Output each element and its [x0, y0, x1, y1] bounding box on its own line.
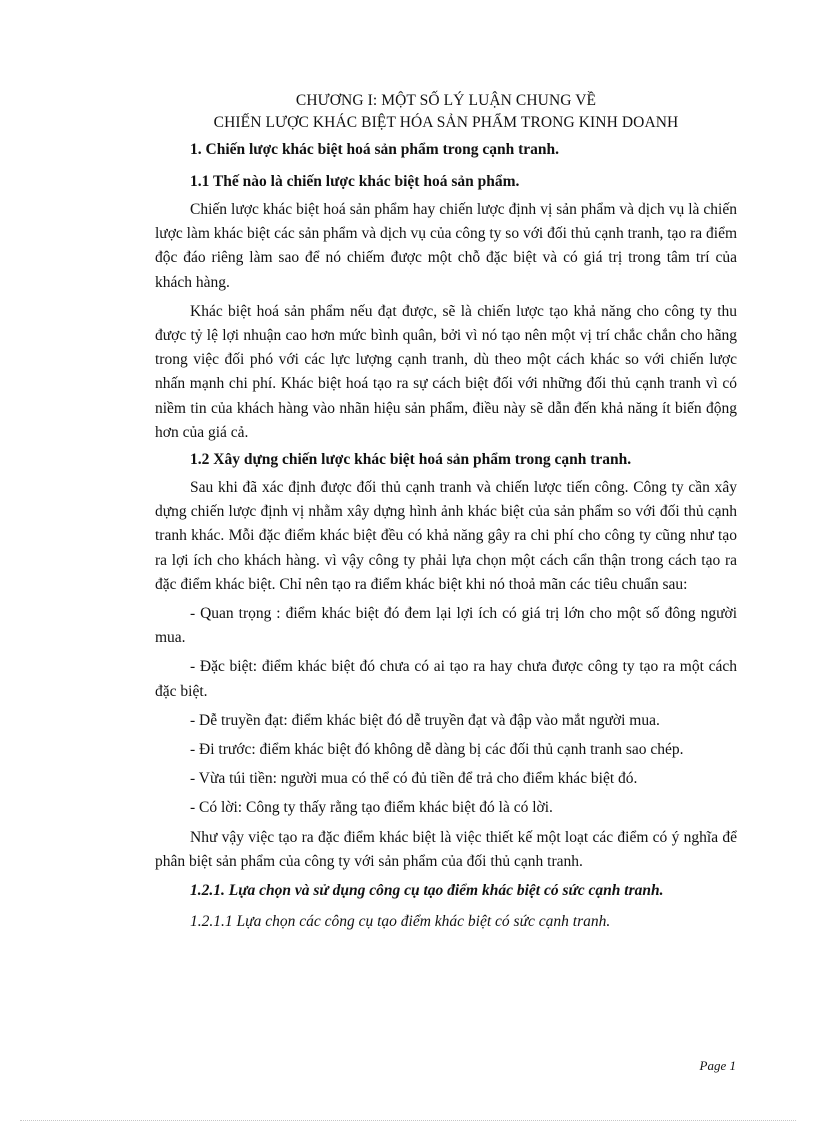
- bullet-item: - Quan trọng : điểm khác biệt đó đem lại lợi ích có giá trị lớn cho một số đông người mua.: [155, 605, 737, 647]
- bullet-item: - Đặc biệt: điểm khác biệt đó chưa có ai tạo ra hay chưa được công ty tạo ra một cách đặc biệt.: [155, 658, 737, 700]
- section-heading-1-1: 1.1 Thế nào là chiến lược khác biệt hoá sản phẩm.: [190, 173, 520, 190]
- bullet-item: - Đi trước: điểm khác biệt đó không dễ dàng bị các đối thủ cạnh tranh sao chép.: [190, 741, 684, 759]
- section-heading-1-2-1: 1.2.1. Lựa chọn và sử dụng công cụ tạo điểm khác biệt có sức cạnh tranh.: [190, 882, 664, 900]
- paragraph-2: Khác biệt hoá sản phẩm nếu đạt được, sẽ là chiến lược tạo khả năng cho công ty thu được tỷ lệ lợi nhuận cao hơn mức bình quân, bởi vì nó tạo nên một vị trí chắc chắn cho hãng trong việc đối phó với các lực lượng cạnh tranh, dù theo một cách khác so với chiến lược nhấn mạnh chi phí. Khác biệt hoá tạo ra sự cách biệt đối với những đối thủ cạnh tranh vì có niềm tin của khách hàng vào nhãn hiệu sản phẩm, điều này sẽ dẫn đến khả năng ít biến động hơn của giá cả.: [155, 302, 737, 441]
- chapter-title-line-1: CHƯƠNG I: MỘT SỐ LÝ LUẬN CHUNG VỀ: [295, 92, 597, 109]
- page-content: [155, 90, 737, 933]
- chapter-title-line-2: CHIẾN LƯỢC KHÁC BIỆT HÓA SẢN PHẨM TRONG KINH DOANH: [213, 114, 679, 131]
- paragraph-3: Sau khi đã xác định được đối thủ cạnh tranh và chiến lược tiến công. Công ty cần xây dựng chiến lược định vị nhằm xây dựng hình ảnh khác biệt của sản phẩm so với đối thủ cạnh tranh khác. Mỗi đặc điểm khác biệt đều có khả năng gây ra chi phí cho công ty cũng như tạo ra lợi ích cho khách hàng. vì vậy công ty phải lựa chọn một cách cẩn thận trong cách tạo ra đặc điểm khác biệt. Chỉ nên tạo ra điểm khác biệt khi nó thoả mãn các tiêu chuẩn sau:: [155, 479, 737, 593]
- bullet-item: - Vừa túi tiền: người mua có thể có đủ tiền để trả cho điểm khác biệt đó.: [190, 770, 638, 788]
- section-heading-1-2-1-1: 1.2.1.1 Lựa chọn các công cụ tạo điểm khác biệt có sức cạnh tranh.: [190, 913, 611, 931]
- paragraph-1: Chiến lược khác biệt hoá sản phẩm hay chiến lược định vị sản phẩm và dịch vụ là chiến lược làm khác biệt các sản phẩm và dịch vụ của công ty so với đối thủ cạnh tranh, tạo ra điểm độc đáo riêng làm sao để nó chiếm được một chỗ đặc biệt và có giá trị trong tâm trí của khách hàng.: [155, 201, 737, 291]
- page-bottom-divider: [20, 1120, 796, 1121]
- section-heading-1-2: 1.2 Xây dựng chiến lược khác biệt hoá sản phẩm trong cạnh tranh.: [190, 451, 632, 469]
- paragraph-4: Như vậy việc tạo ra đặc điểm khác biệt là việc thiết kế một loạt các điểm có ý nghĩa để phân biệt sản phẩm của công ty với sản phẩm của đối thủ cạnh tranh.: [155, 828, 737, 870]
- bullet-item: - Dễ truyền đạt: điểm khác biệt đó dễ truyền đạt và đập vào mắt người mua.: [190, 711, 660, 729]
- chapter-title: [155, 90, 737, 134]
- section-heading-1: 1. Chiến lược khác biệt hoá sản phẩm trong cạnh tranh.: [190, 141, 559, 158]
- page-number: Page 1: [699, 1058, 736, 1073]
- bullet-item: - Có lời: Công ty thấy rằng tạo điểm khác biệt đó là có lời.: [190, 799, 553, 817]
